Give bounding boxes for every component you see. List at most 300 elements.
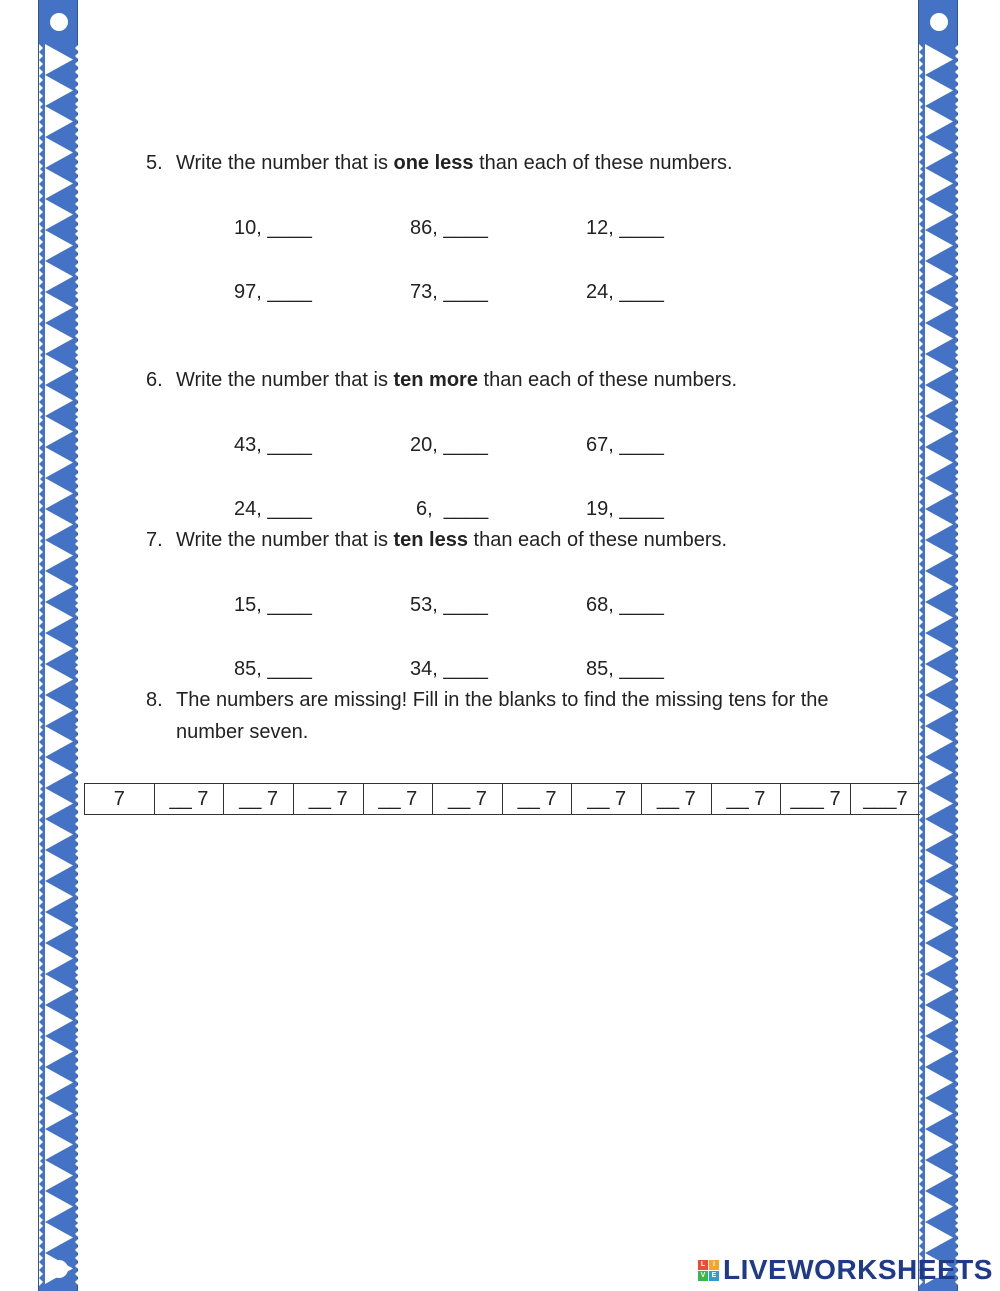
border-sawtooth-icon (39, 1122, 43, 1130)
border-sawtooth-icon (919, 704, 923, 712)
border-sawtooth-icon (919, 1200, 923, 1208)
border-sawtooth-icon (955, 998, 959, 1006)
border-sawtooth-icon (75, 742, 79, 750)
border-sawtooth-icon (39, 1270, 43, 1278)
border-sawtooth-icon (955, 1184, 959, 1192)
liveworksheets-logo[interactable] (698, 1253, 993, 1287)
border-sawtooth-icon (75, 626, 79, 634)
border-sawtooth-icon (75, 758, 79, 766)
border-sawtooth-icon (955, 1160, 959, 1168)
border-sawtooth-icon (39, 1098, 43, 1106)
border-sawtooth-icon (955, 1060, 959, 1068)
border-sawtooth-icon (75, 354, 79, 362)
border-sawtooth-icon (919, 890, 923, 898)
border-triangle-icon (925, 106, 953, 137)
border-sawtooth-icon (919, 510, 923, 518)
border-sawtooth-icon (75, 44, 79, 52)
border-sawtooth-icon (75, 1184, 79, 1192)
border-sawtooth-icon (75, 424, 79, 432)
border-sawtooth-icon (75, 1060, 79, 1068)
border-triangle-icon (925, 168, 953, 199)
border-sawtooth-icon (75, 874, 79, 882)
border-sawtooth-icon (39, 292, 43, 300)
border-triangle-icon (925, 571, 953, 602)
q5-exercise-4[interactable]: 97, ____ (234, 281, 312, 303)
border-sawtooth-icon (955, 440, 959, 448)
border-sawtooth-icon (955, 850, 959, 858)
border-sawtooth-icon (955, 308, 959, 316)
border-sawtooth-icon (919, 1106, 923, 1114)
border-sawtooth-icon (75, 564, 79, 572)
border-sawtooth-icon (955, 502, 959, 510)
border-sawtooth-icon (955, 882, 959, 890)
border-sawtooth-icon (75, 642, 79, 650)
border-sawtooth-icon (75, 1006, 79, 1014)
border-sawtooth-icon (955, 402, 959, 410)
border-sawtooth-icon (919, 1238, 923, 1246)
border-sawtooth-icon (75, 696, 79, 704)
border-sawtooth-icon (75, 510, 79, 518)
border-sawtooth-icon (955, 766, 959, 774)
border-sawtooth-icon (75, 518, 79, 526)
border-sawtooth-icon (955, 952, 959, 960)
border-sawtooth-icon (75, 200, 79, 208)
border-sawtooth-icon (919, 750, 923, 758)
border-sawtooth-icon (955, 1238, 959, 1246)
border-sawtooth-icon (919, 1222, 923, 1230)
border-sawtooth-icon (919, 974, 923, 982)
border-triangle-icon (925, 416, 953, 447)
border-triangle-icon (925, 850, 953, 881)
border-sawtooth-icon (955, 1138, 959, 1146)
q5-exercise-2[interactable]: 86, ____ (410, 217, 488, 239)
border-sawtooth-icon (39, 154, 43, 162)
border-sawtooth-icon (919, 340, 923, 348)
border-sawtooth-icon (75, 416, 79, 424)
q5-exercise-3[interactable]: 12, ____ (586, 217, 664, 239)
border-triangle-icon (925, 447, 953, 478)
border-sawtooth-icon (919, 1230, 923, 1238)
border-sawtooth-icon (39, 184, 43, 192)
border-sawtooth-icon (75, 1146, 79, 1154)
border-sawtooth-icon (39, 820, 43, 828)
border-sawtooth-icon (919, 76, 923, 84)
border-sawtooth-icon (39, 1168, 43, 1176)
border-sawtooth-icon (75, 618, 79, 626)
border-sawtooth-icon (919, 734, 923, 742)
border-sawtooth-icon (955, 200, 959, 208)
border-triangle-icon (925, 323, 953, 354)
border-pattern-icon (39, 0, 79, 1291)
border-triangle-icon (925, 354, 953, 385)
border-sawtooth-icon (955, 230, 959, 238)
border-sawtooth-icon (75, 68, 79, 76)
tens-cell[interactable]: __ 7 (293, 784, 363, 815)
border-sawtooth-icon (75, 316, 79, 324)
q6-exercise-1[interactable]: 43, ____ (234, 434, 312, 456)
border-sawtooth-icon (75, 526, 79, 534)
border-sawtooth-icon (75, 1052, 79, 1060)
tens-cell[interactable]: ___ 7 (781, 784, 851, 815)
border-sawtooth-icon (39, 84, 43, 92)
border-sawtooth-icon (955, 168, 959, 176)
border-sawtooth-icon (39, 680, 43, 688)
border-sawtooth-icon (39, 92, 43, 100)
border-sawtooth-icon (955, 642, 959, 650)
border-sawtooth-icon (955, 1146, 959, 1154)
border-sawtooth-icon (75, 688, 79, 696)
border-sawtooth-icon (955, 1192, 959, 1200)
border-triangle-icon (45, 447, 73, 478)
border-sawtooth-icon (39, 440, 43, 448)
border-sawtooth-icon (75, 440, 79, 448)
border-sawtooth-icon (955, 370, 959, 378)
border-sawtooth-icon (919, 270, 923, 278)
border-sawtooth-icon (75, 588, 79, 596)
border-triangle-icon (45, 354, 73, 385)
border-sawtooth-icon (955, 712, 959, 720)
border-sawtooth-icon (39, 634, 43, 642)
border-sawtooth-icon (919, 680, 923, 688)
border-sawtooth-icon (39, 130, 43, 138)
tens-cell: 7 (85, 784, 155, 815)
border-triangle-icon (45, 1160, 73, 1191)
border-sawtooth-icon (75, 1122, 79, 1130)
border-sawtooth-icon (75, 138, 79, 146)
border-sawtooth-icon (75, 1084, 79, 1092)
border-sawtooth-icon (955, 246, 959, 254)
border-sawtooth-icon (39, 456, 43, 464)
border-sawtooth-icon (39, 998, 43, 1006)
border-triangle-icon (925, 695, 953, 726)
border-sawtooth-icon (919, 146, 923, 154)
border-sawtooth-icon (955, 394, 959, 402)
border-sawtooth-icon (919, 184, 923, 192)
border-triangle-icon (45, 261, 73, 292)
tens-cell[interactable]: __ 7 (572, 784, 642, 815)
border-sawtooth-icon (75, 580, 79, 588)
border-sawtooth-icon (919, 828, 923, 836)
border-sawtooth-icon (39, 642, 43, 650)
q6-exercise-3[interactable]: 67, ____ (586, 434, 664, 456)
border-sawtooth-icon (39, 1278, 43, 1286)
border-triangle-icon (925, 1005, 953, 1036)
border-sawtooth-icon (75, 912, 79, 920)
border-triangle-icon (45, 1253, 73, 1284)
tens-cell[interactable]: __ 7 (433, 784, 503, 815)
border-sawtooth-icon (75, 1238, 79, 1246)
border-triangle-icon (45, 199, 73, 230)
border-sawtooth-icon (955, 788, 959, 796)
border-sawtooth-icon (39, 898, 43, 906)
border-sawtooth-icon (39, 850, 43, 858)
border-triangle-icon (925, 664, 953, 695)
border-sawtooth-icon (919, 130, 923, 138)
border-sawtooth-icon (75, 1278, 79, 1286)
border-sawtooth-icon (39, 1208, 43, 1216)
border-sawtooth-icon (39, 122, 43, 130)
border-sawtooth-icon (75, 1200, 79, 1208)
border-sawtooth-icon (955, 1230, 959, 1238)
border-sawtooth-icon (39, 1036, 43, 1044)
border-sawtooth-icon (75, 866, 79, 874)
border-triangle-icon (45, 385, 73, 416)
border-sawtooth-icon (919, 292, 923, 300)
border-sawtooth-icon (919, 874, 923, 882)
border-sawtooth-icon (919, 618, 923, 626)
border-sawtooth-icon (39, 610, 43, 618)
border-sawtooth-icon (955, 944, 959, 952)
border-sawtooth-icon (919, 316, 923, 324)
q7-exercise-5[interactable]: 34, ____ (410, 658, 488, 680)
border-sawtooth-icon (955, 812, 959, 820)
border-triangle-icon (925, 757, 953, 788)
border-sawtooth-icon (919, 726, 923, 734)
border-triangle-icon (45, 881, 73, 912)
tens-cell[interactable]: ___7 (850, 784, 920, 815)
border-circle-icon (50, 13, 68, 31)
border-triangle-icon (925, 75, 953, 106)
border-sawtooth-icon (75, 448, 79, 456)
border-sawtooth-icon (75, 890, 79, 898)
border-sawtooth-icon (75, 952, 79, 960)
border-sawtooth-icon (75, 820, 79, 828)
border-sawtooth-icon (955, 704, 959, 712)
border-sawtooth-icon (39, 920, 43, 928)
border-sawtooth-icon (39, 1130, 43, 1138)
border-sawtooth-icon (75, 1044, 79, 1052)
question-8-prompt: 8. The numbers are missing! Fill in the blanks to find the missing tens for the number seven. (146, 689, 829, 743)
border-sawtooth-icon (955, 804, 959, 812)
border-sawtooth-icon (39, 766, 43, 774)
q5-exercise-6[interactable]: 24, ____ (586, 281, 664, 303)
border-sawtooth-icon (39, 138, 43, 146)
border-sawtooth-icon (39, 866, 43, 874)
border-triangle-icon (925, 509, 953, 540)
border-sawtooth-icon (955, 478, 959, 486)
border-sawtooth-icon (39, 564, 43, 572)
border-sawtooth-icon (39, 176, 43, 184)
border-sawtooth-icon (955, 912, 959, 920)
border-sawtooth-icon (75, 362, 79, 370)
q6-exercise-6[interactable]: 19, ____ (586, 498, 664, 520)
border-sawtooth-icon (39, 502, 43, 510)
border-triangle-icon (45, 106, 73, 137)
tens-cell[interactable]: __ 7 (363, 784, 433, 815)
q7-exercise-3[interactable]: 68, ____ (586, 594, 664, 616)
border-sawtooth-icon (39, 836, 43, 844)
border-sawtooth-icon (919, 44, 923, 52)
border-triangle-icon (45, 788, 73, 819)
border-sawtooth-icon (955, 300, 959, 308)
border-sawtooth-icon (955, 580, 959, 588)
border-triangle-icon (925, 478, 953, 509)
border-sawtooth-icon (39, 208, 43, 216)
border-sawtooth-icon (919, 1146, 923, 1154)
border-sawtooth-icon (39, 890, 43, 898)
border-sawtooth-icon (919, 332, 923, 340)
border-sawtooth-icon (919, 138, 923, 146)
border-sawtooth-icon (919, 556, 923, 564)
border-sawtooth-icon (919, 602, 923, 610)
border-sawtooth-icon (39, 200, 43, 208)
border-sawtooth-icon (919, 1176, 923, 1184)
border-sawtooth-icon (39, 76, 43, 84)
border-sawtooth-icon (39, 882, 43, 890)
q7-exercise-1[interactable]: 15, ____ (234, 594, 312, 616)
border-sawtooth-icon (75, 704, 79, 712)
border-sawtooth-icon (39, 602, 43, 610)
border-sawtooth-icon (919, 1006, 923, 1014)
border-sawtooth-icon (39, 494, 43, 502)
q5-exercise-1[interactable]: 10, ____ (234, 217, 312, 239)
border-sawtooth-icon (955, 386, 959, 394)
border-sawtooth-icon (955, 696, 959, 704)
border-sawtooth-icon (39, 712, 43, 720)
tens-cell[interactable]: __ 7 (642, 784, 712, 815)
border-triangle-icon (45, 509, 73, 540)
border-sawtooth-icon (75, 1192, 79, 1200)
border-sawtooth-icon (39, 1052, 43, 1060)
border-sawtooth-icon (919, 402, 923, 410)
border-sawtooth-icon (39, 672, 43, 680)
border-sawtooth-icon (919, 1168, 923, 1176)
border-sawtooth-icon (955, 448, 959, 456)
border-sawtooth-icon (39, 1106, 43, 1114)
border-sawtooth-icon (919, 518, 923, 526)
border-sawtooth-icon (39, 464, 43, 472)
border-sawtooth-icon (919, 1184, 923, 1192)
border-triangle-icon (925, 633, 953, 664)
border-sawtooth-icon (919, 300, 923, 308)
border-sawtooth-icon (39, 192, 43, 200)
border-sawtooth-icon (919, 486, 923, 494)
border-sawtooth-icon (39, 106, 43, 114)
border-sawtooth-icon (955, 146, 959, 154)
tens-cell[interactable]: __ 7 (224, 784, 294, 815)
border-sawtooth-icon (919, 354, 923, 362)
border-sawtooth-icon (75, 464, 79, 472)
border-sawtooth-icon (75, 804, 79, 812)
border-sawtooth-icon (39, 44, 43, 52)
border-sawtooth-icon (919, 774, 923, 782)
border-sawtooth-icon (919, 1138, 923, 1146)
border-sawtooth-icon (75, 774, 79, 782)
border-sawtooth-icon (75, 788, 79, 796)
border-sawtooth-icon (39, 60, 43, 68)
border-sawtooth-icon (919, 766, 923, 774)
border-circle-icon (930, 13, 948, 31)
border-sawtooth-icon (75, 944, 79, 952)
border-sawtooth-icon (75, 828, 79, 836)
border-sawtooth-icon (39, 168, 43, 176)
border-sawtooth-icon (75, 130, 79, 138)
border-triangle-icon (925, 1129, 953, 1160)
border-sawtooth-icon (39, 742, 43, 750)
border-sawtooth-icon (955, 726, 959, 734)
border-sawtooth-icon (955, 982, 959, 990)
tens-cell[interactable]: __ 7 (502, 784, 572, 815)
border-sawtooth-icon (955, 758, 959, 766)
border-sawtooth-icon (955, 354, 959, 362)
border-sawtooth-icon (955, 216, 959, 224)
border-triangle-icon (925, 1222, 953, 1253)
border-sawtooth-icon (75, 176, 79, 184)
question-7-prompt: 7. Write the number that is ten less than each of these numbers. (146, 529, 728, 551)
border-sawtooth-icon (75, 332, 79, 340)
border-sawtooth-icon (39, 828, 43, 836)
border-sawtooth-icon (919, 192, 923, 200)
border-sawtooth-icon (955, 1084, 959, 1092)
border-sawtooth-icon (39, 1114, 43, 1122)
q7-exercise-4[interactable]: 85, ____ (234, 658, 312, 680)
q6-exercise-4[interactable]: 24, ____ (234, 498, 312, 520)
border-sawtooth-icon (75, 52, 79, 60)
border-sawtooth-icon (919, 362, 923, 370)
border-sawtooth-icon (39, 556, 43, 564)
border-sawtooth-icon (75, 114, 79, 122)
border-sawtooth-icon (919, 200, 923, 208)
q6-exercise-5[interactable]: 6, ____ (416, 498, 489, 520)
border-sawtooth-icon (919, 114, 923, 122)
border-triangle-icon (925, 261, 953, 292)
border-sawtooth-icon (39, 432, 43, 440)
border-sawtooth-icon (75, 502, 79, 510)
q7-exercise-6[interactable]: 85, ____ (586, 658, 664, 680)
border-sawtooth-icon (919, 246, 923, 254)
q7-exercise-2[interactable]: 53, ____ (410, 594, 488, 616)
border-sawtooth-icon (919, 494, 923, 502)
border-sawtooth-icon (75, 262, 79, 270)
border-sawtooth-icon (75, 122, 79, 130)
q6-exercise-2[interactable]: 20, ____ (410, 434, 488, 456)
border-sawtooth-icon (955, 610, 959, 618)
border-sawtooth-icon (39, 526, 43, 534)
border-sawtooth-icon (75, 858, 79, 866)
border-sawtooth-icon (39, 774, 43, 782)
border-sawtooth-icon (919, 456, 923, 464)
border-sawtooth-icon (39, 936, 43, 944)
border-sawtooth-icon (39, 812, 43, 820)
border-sawtooth-icon (955, 1022, 959, 1030)
border-triangle-icon (45, 819, 73, 850)
q5-exercise-5[interactable]: 73, ____ (410, 281, 488, 303)
border-sawtooth-icon (919, 106, 923, 114)
border-sawtooth-icon (955, 680, 959, 688)
border-sawtooth-icon (39, 1146, 43, 1154)
border-sawtooth-icon (955, 60, 959, 68)
border-sawtooth-icon (75, 960, 79, 968)
tens-cell[interactable]: __ 7 (711, 784, 781, 815)
tens-cell[interactable]: __ 7 (154, 784, 224, 815)
border-sawtooth-icon (75, 494, 79, 502)
border-sawtooth-icon (955, 106, 959, 114)
border-sawtooth-icon (955, 1006, 959, 1014)
border-sawtooth-icon (39, 688, 43, 696)
border-triangle-icon (925, 385, 953, 416)
border-sawtooth-icon (39, 1044, 43, 1052)
border-sawtooth-icon (955, 1098, 959, 1106)
border-sawtooth-icon (955, 556, 959, 564)
border-sawtooth-icon (919, 642, 923, 650)
border-sawtooth-icon (919, 122, 923, 130)
border-sawtooth-icon (75, 1222, 79, 1230)
border-sawtooth-icon (39, 1160, 43, 1168)
left-decorative-border (38, 0, 78, 1291)
border-sawtooth-icon (919, 154, 923, 162)
border-sawtooth-icon (919, 990, 923, 998)
border-sawtooth-icon (75, 1114, 79, 1122)
